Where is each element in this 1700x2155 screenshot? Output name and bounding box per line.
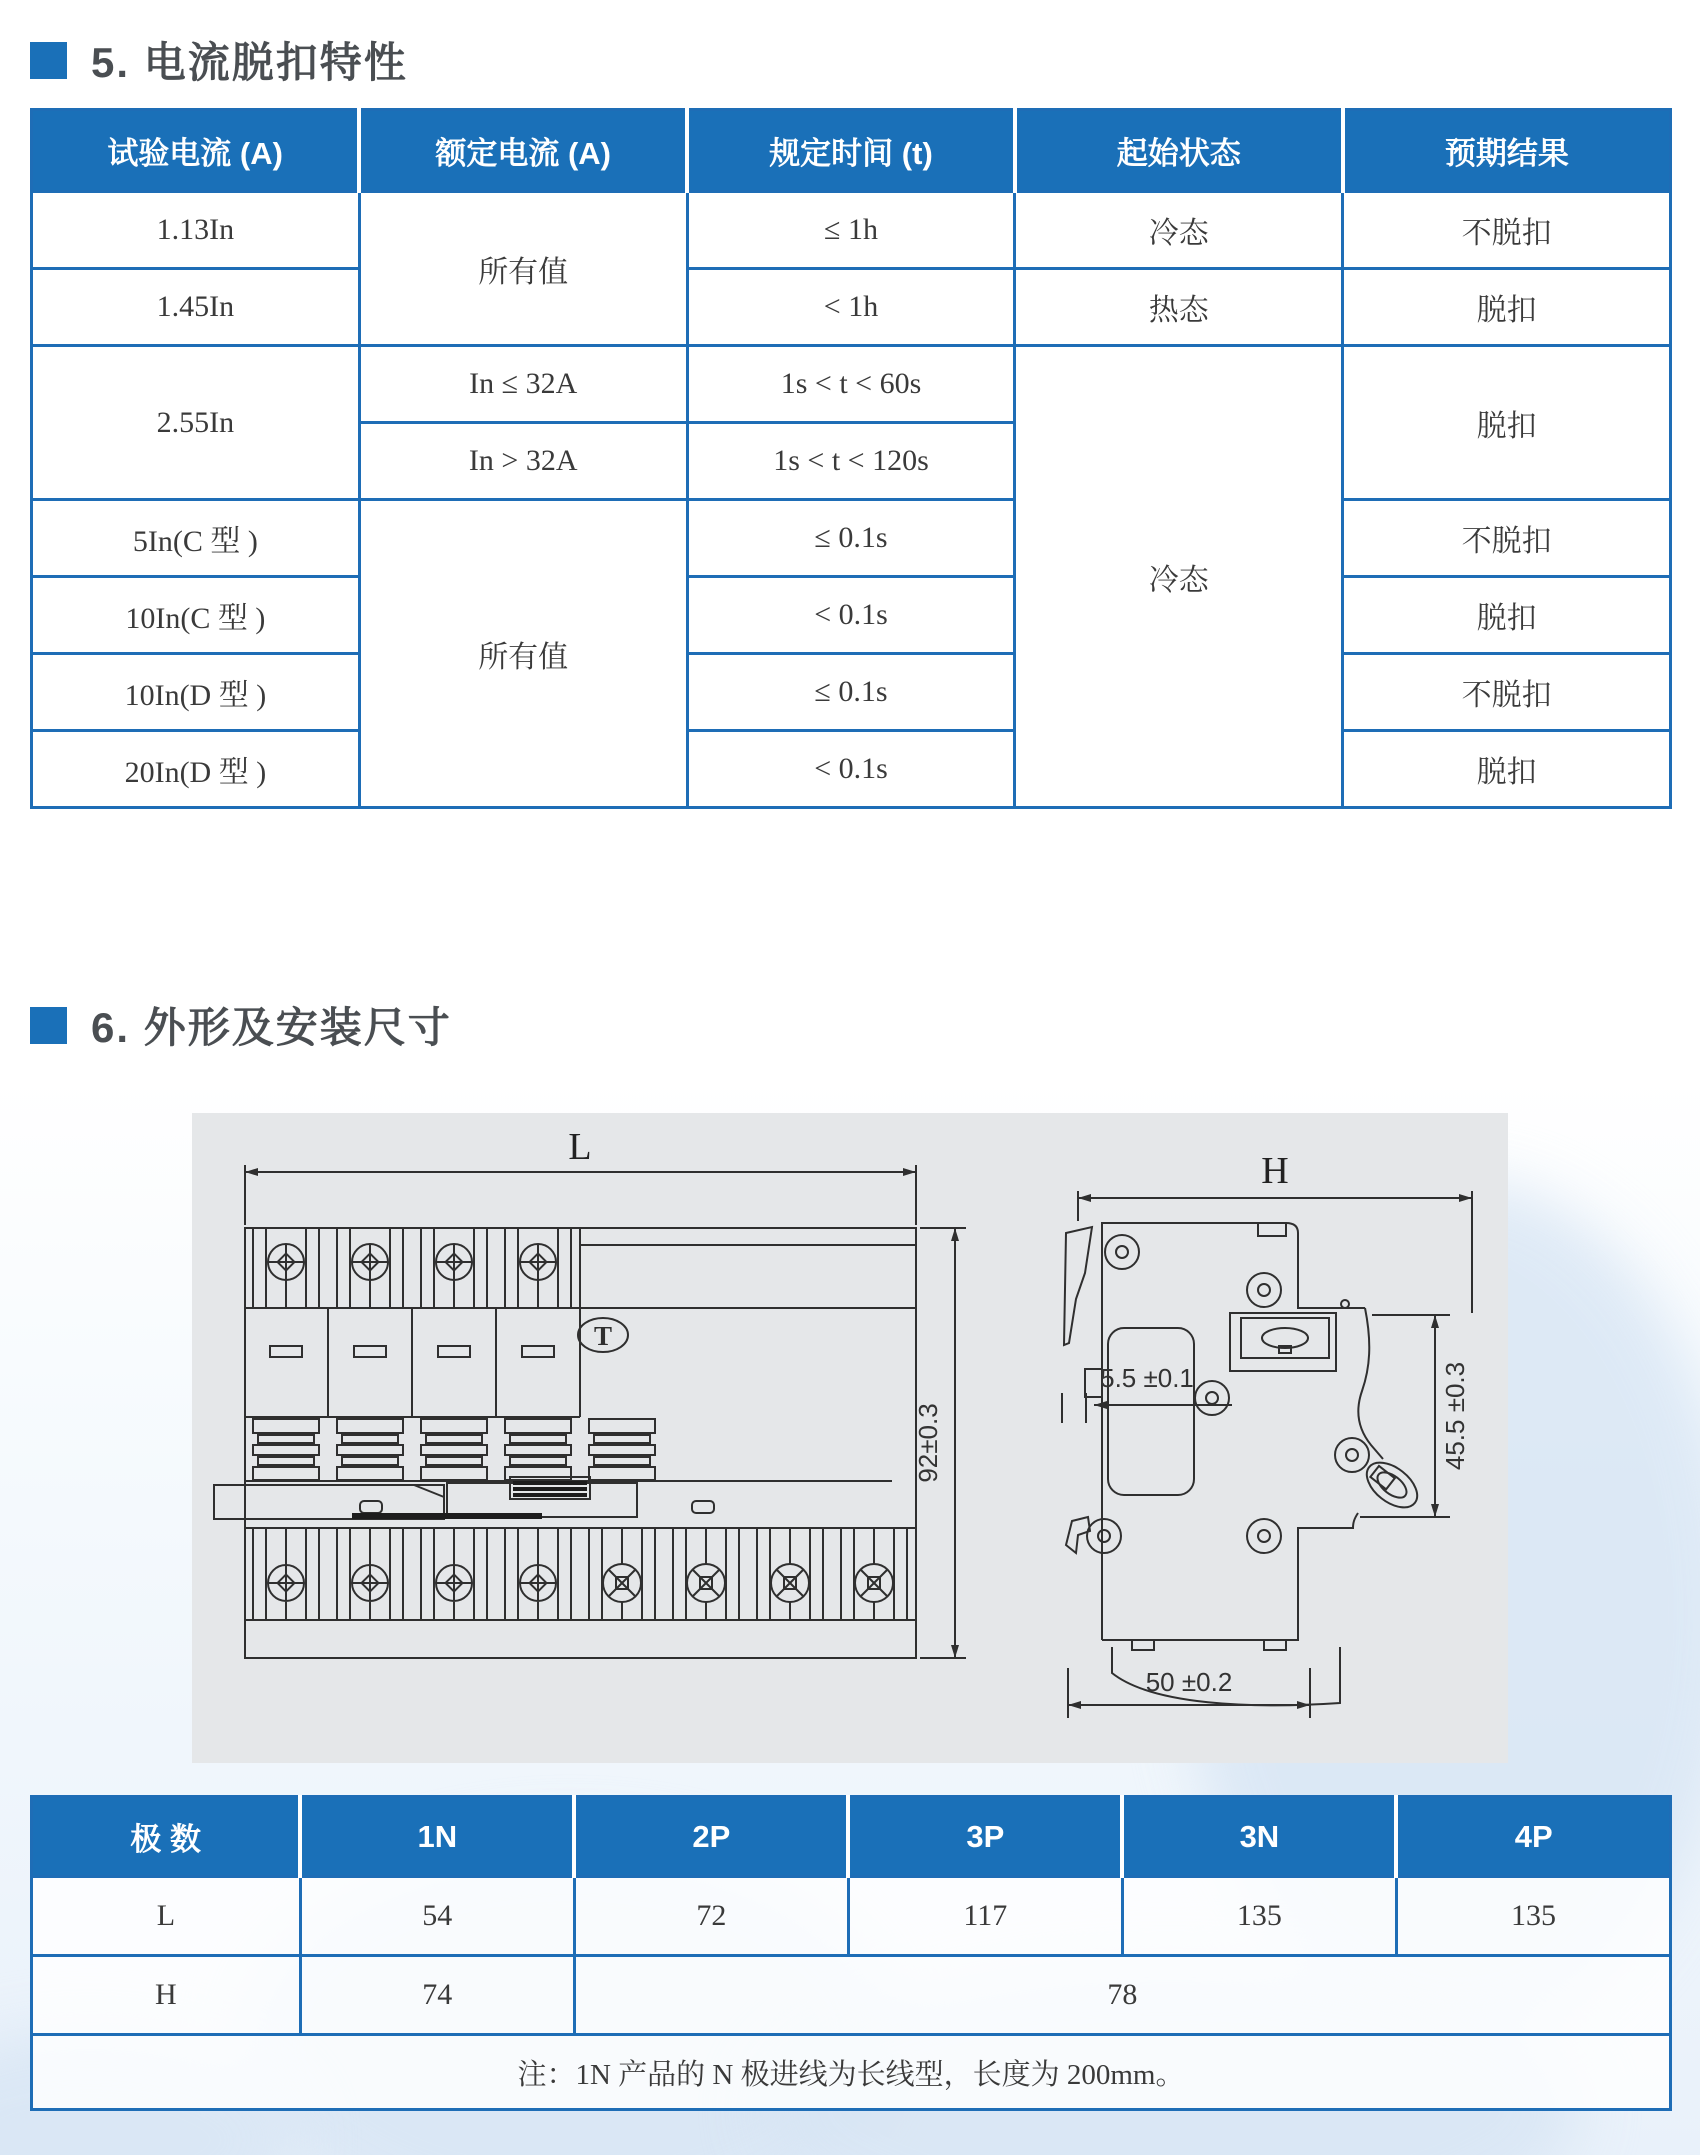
dim-label-92: 92±0.3: [913, 1403, 943, 1483]
front-view-drawing: [214, 1165, 966, 1658]
col-header-2p: 2P: [574, 1797, 848, 1877]
table-cell: 所有值: [359, 500, 687, 808]
pole-dimensions-table: [30, 1795, 1672, 2111]
col-header-poles: 极 数: [32, 1797, 301, 1877]
table-row: [32, 500, 1671, 577]
table-cell: 1.13In: [32, 192, 360, 269]
section-5-title: [30, 30, 408, 90]
table-cell: 脱扣: [1343, 269, 1671, 346]
dim-label-45-5: 45.5 ±0.3: [1440, 1361, 1470, 1471]
table-cell: < 1h: [687, 269, 1015, 346]
dim-label-5-5: 5.5 ±0.1: [1100, 1363, 1194, 1393]
section-bullet-square: [30, 1007, 67, 1044]
table-row: [32, 346, 1671, 423]
table-cell: 脱扣: [1343, 346, 1671, 500]
table-cell: 135: [1122, 1877, 1396, 1956]
table-cell: In ≤ 32A: [359, 346, 687, 423]
table-cell: 热态: [1015, 269, 1343, 346]
table-note: 注：1N 产品的 N 极进线为长线型，长度为 200mm。: [32, 2035, 1671, 2110]
table-cell: 117: [848, 1877, 1122, 1956]
dim-label-L: L: [568, 1126, 592, 1168]
col-header-test-current: 试验电流 (A): [32, 110, 360, 192]
table-cell-merged: 78: [574, 1956, 1670, 2035]
table-cell: ≤ 0.1s: [687, 654, 1015, 731]
table-cell: 不脱扣: [1343, 500, 1671, 577]
dimension-drawing-panel: [192, 1113, 1508, 1763]
col-header-3p: 3P: [848, 1797, 1122, 1877]
section-6-title: [30, 995, 452, 1055]
table-cell: 20In(D 型 ): [32, 731, 360, 808]
table-row: [32, 1877, 1671, 1956]
side-view-drawing: [1062, 1191, 1472, 1718]
row-label-H: H: [32, 1956, 301, 2035]
table-cell: 2.55In: [32, 346, 360, 500]
outline-drawing: [192, 1113, 1508, 1763]
table-cell: 不脱扣: [1343, 192, 1671, 269]
table-row: [32, 192, 1671, 269]
table-cell: 10In(C 型 ): [32, 577, 360, 654]
table-cell: 74: [300, 1956, 574, 2035]
table-cell: 54: [300, 1877, 574, 1956]
table-cell: In > 32A: [359, 423, 687, 500]
trip-characteristics-table: [30, 108, 1672, 809]
section-6-heading: 6. 外形及安装尺寸: [91, 1004, 452, 1051]
table-cell: 1s < t < 120s: [687, 423, 1015, 500]
table-cell: ≤ 0.1s: [687, 500, 1015, 577]
table-cell: 脱扣: [1343, 731, 1671, 808]
dim-label-50: 50 ±0.2: [1145, 1667, 1233, 1697]
col-header-3n: 3N: [1122, 1797, 1396, 1877]
table-header-row: [32, 110, 1671, 192]
table-cell: 135: [1396, 1877, 1670, 1956]
table-cell: 冷态: [1015, 346, 1343, 808]
table-cell: 1.45In: [32, 269, 360, 346]
table-cell: 脱扣: [1343, 577, 1671, 654]
table-row: [32, 269, 1671, 346]
table-row: [32, 654, 1671, 731]
table-cell: 5In(C 型 ): [32, 500, 360, 577]
section-5-heading: 5. 电流脱扣特性: [91, 39, 408, 86]
test-button-label: T: [593, 1321, 613, 1351]
table-cell: 1s < t < 60s: [687, 346, 1015, 423]
table-row: [32, 2035, 1671, 2110]
table-cell: < 0.1s: [687, 731, 1015, 808]
row-label-L: L: [32, 1877, 301, 1956]
section-bullet-square: [30, 42, 67, 79]
table-cell: 不脱扣: [1343, 654, 1671, 731]
table-header-row: [32, 1797, 1671, 1877]
col-header-rated-current: 额定电流 (A): [359, 110, 687, 192]
table-row: [32, 1956, 1671, 2035]
drawing-labels: [568, 1126, 1470, 1697]
table-cell: 72: [574, 1877, 848, 1956]
col-header-expected-result: 预期结果: [1343, 110, 1671, 192]
table-cell: ≤ 1h: [687, 192, 1015, 269]
col-header-1n: 1N: [300, 1797, 574, 1877]
col-header-4p: 4P: [1396, 1797, 1670, 1877]
col-header-initial-state: 起始状态: [1015, 110, 1343, 192]
table-cell: 10In(D 型 ): [32, 654, 360, 731]
col-header-specified-time: 规定时间 (t): [687, 110, 1015, 192]
table-cell: 所有值: [359, 192, 687, 346]
table-cell: 冷态: [1015, 192, 1343, 269]
table-cell: < 0.1s: [687, 577, 1015, 654]
table-row: [32, 731, 1671, 808]
table-row: [32, 577, 1671, 654]
dim-label-H: H: [1261, 1150, 1289, 1192]
